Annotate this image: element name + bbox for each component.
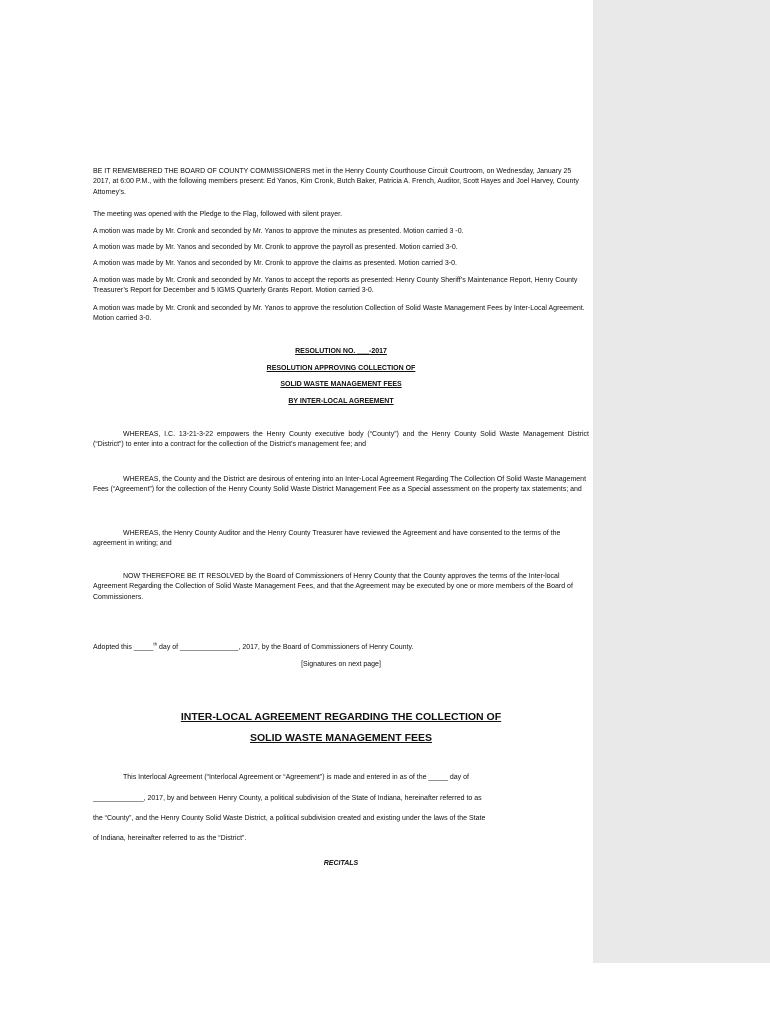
whereas-2-text: WHEREAS, the County and the District are desirous of entering into an Inter-Local Agreement Regarding The Collection Of Solid Waste Management Fees (“Agreement”) for the collection of the Henry County Solid Waste District Management Fee as a Special assessment on the property tax statements; and bbox=[93, 476, 587, 494]
motion-minutes bbox=[93, 227, 589, 237]
resolution-title-line3: BY INTER-LOCAL AGREEMENT bbox=[288, 398, 394, 405]
adopted-line bbox=[93, 643, 589, 653]
minutes-intro bbox=[93, 167, 589, 198]
agreement-title-line1: INTER-LOCAL AGREEMENT REGARDING THE COLLECTION OF bbox=[180, 711, 502, 723]
resolution-number: RESOLUTION NO. ___-2017 bbox=[295, 348, 387, 355]
agreement-line-1-text: This Interlocal Agreement (“Interlocal Agreement or “Agreement”) is made and entered in as of the _____ day of bbox=[123, 774, 469, 781]
pledge-text: The meeting was opened with the Pledge to the Flag, followed with silent prayer. bbox=[93, 211, 343, 218]
recitals-heading: RECITALS bbox=[323, 860, 359, 867]
agreement-title-line2: SOLID WASTE MANAGEMENT FEES bbox=[249, 732, 432, 744]
agreement-line-4-text: of Indiana, hereinafter referred to as the “District”. bbox=[93, 835, 247, 842]
minutes-intro-text: BE IT REMEMBERED THE BOARD OF COUNTY COMMISSIONERS met in the Henry County Courthouse Circuit Courtroom, on Wednesday, January 25 2017, at 6:00 P.M., with the following members present: Ed Yanos, Kim Cronk, Butch Baker, Patricia A. French, Auditor, Scott Hayes and Joel Harvey, County Attorney’s. bbox=[93, 168, 579, 196]
whereas-paragraph-2 bbox=[93, 475, 589, 496]
resolution-title-line2: SOLID WASTE MANAGEMENT FEES bbox=[280, 381, 402, 388]
motion-claims bbox=[93, 259, 589, 269]
motion-minutes-text: A motion was made by Mr. Cronk and seconded by Mr. Yanos to approve the minutes as presented. Motion carried 3 -0. bbox=[93, 228, 464, 235]
agreement-line-2 bbox=[93, 794, 589, 804]
adopted-suffix: day of _______________, 2017, by the Board of Commissioners of Henry County. bbox=[157, 644, 414, 651]
resolved-paragraph bbox=[93, 572, 589, 603]
agreement-line-1 bbox=[93, 773, 589, 783]
whereas-3-text: WHEREAS, the Henry County Auditor and the Henry County Treasurer have reviewed the Agreement and have consented to the terms of the agreement in writing; and bbox=[93, 530, 561, 548]
agreement-line-4 bbox=[93, 834, 589, 844]
motion-reports-text: A motion was made by Mr. Cronk and seconded by Mr. Yanos to accept the reports as presented: Henry County Sheriff’s Maintenance Report, Henry County Treasurer’s Report for December and 5 IGMS Quarterly Grants Report. Motion carried 3-0. bbox=[93, 277, 578, 295]
resolution-title-line1: RESOLUTION APPROVING COLLECTION OF bbox=[266, 365, 416, 372]
whereas-1-text: WHEREAS, I.C. 13-21-3-22 empowers the Henry County executive body (“County”) and the Henry County Solid Waste Management District (“District”) to enter into a contract for the collection of the District’s management fee; and bbox=[93, 431, 589, 449]
agreement-line-3-text: the “County”, and the Henry County Solid Waste District, a political subdivision created and existing under the laws of the State bbox=[93, 815, 486, 822]
motion-reports bbox=[93, 276, 589, 297]
motion-payroll bbox=[93, 243, 589, 253]
agreement-line-2-text: _____________, 2017, by and between Henry County, a political subdivision of the State of Indiana, hereinafter referred to as bbox=[93, 795, 482, 802]
pledge-paragraph bbox=[93, 210, 589, 220]
whereas-paragraph-1 bbox=[93, 430, 589, 451]
motion-payroll-text: A motion was made by Mr. Yanos and seconded by Mr. Cronk to approve the payroll as presented. Motion carried 3-0. bbox=[93, 244, 458, 251]
adopted-prefix: Adopted this _____ bbox=[93, 644, 154, 651]
agreement-line-3 bbox=[93, 814, 589, 824]
whereas-paragraph-3 bbox=[93, 529, 589, 550]
resolved-text: NOW THEREFORE BE IT RESOLVED by the Board of Commissioners of Henry County that the County approves the terms of the Inter-local Agreement Regarding the Collection of Solid Waste Management Fees, and that the Agreement may be executed by one or more members of the Board of Commissioners. bbox=[93, 573, 573, 601]
motion-resolution-text: A motion was made by Mr. Cronk and seconded by Mr. Yanos to approve the resolution Collection of Solid Waste Management Fees by Inter-Local Agreement. Motion carried 3-0. bbox=[93, 305, 585, 323]
adopted-superscript: th bbox=[153, 641, 158, 647]
motion-claims-text: A motion was made by Mr. Yanos and seconded by Mr. Cronk to approve the claims as presented. Motion carried 3-0. bbox=[93, 260, 457, 267]
comment-pane bbox=[593, 0, 770, 963]
signatures-note: [Signatures on next page] bbox=[301, 661, 381, 668]
motion-resolution bbox=[93, 304, 589, 325]
